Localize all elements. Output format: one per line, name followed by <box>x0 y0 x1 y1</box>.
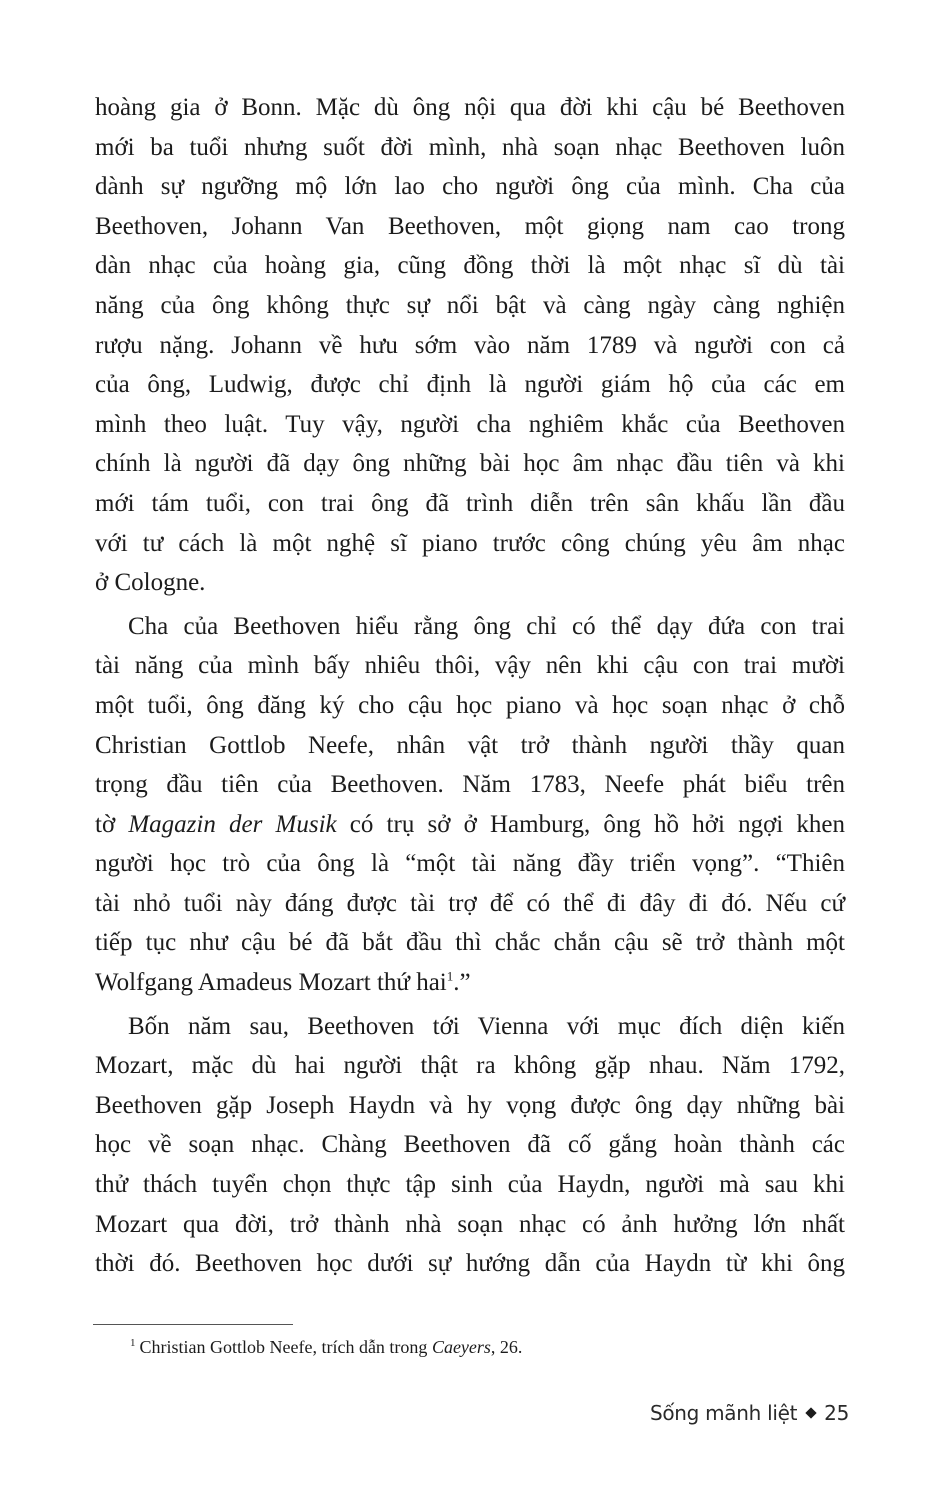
footnote <box>130 1334 522 1360</box>
text-line: Beethoven gặp Joseph Haydn và hy vọng được ông dạy những bài <box>95 1091 845 1119</box>
running-footer <box>650 1398 849 1428</box>
publication-title: Magazin der Musik <box>128 810 337 838</box>
diamond-icon <box>805 1407 816 1418</box>
text-line: của ông, Ludwig, được chỉ định là người giám hộ của các em <box>95 371 845 399</box>
text-line: tài năng của mình bấy nhiêu thôi, vậy nên khi cậu con trai mười <box>95 652 845 680</box>
text-line: hoàng gia ở Bonn. Mặc dù ông nội qua đời khi cậu bé Beethoven <box>95 94 845 121</box>
text-line: Mozart, mặc dù hai người thật ra không gặp nhau. Năm 1792, <box>95 1052 845 1080</box>
text-line: Cha của Beethoven hiểu rằng ông chỉ có thể dạy đứa con trai <box>128 612 845 640</box>
text-line: một tuổi, ông đăng ký cho cậu học piano và học soạn nhạc ở chỗ <box>95 691 845 719</box>
text-line: dàn nhạc của hoàng gia, cũng đồng thời là một nhạc sĩ dù tài <box>95 252 845 280</box>
text-line <box>95 963 845 1003</box>
text-line: Bốn năm sau, Beethoven tới Vienna với mục đích diện kiến <box>128 1012 845 1040</box>
footnote-divider <box>93 1324 293 1325</box>
text-line: năng của ông không thực sự nổi bật và càng ngày càng nghiện <box>95 291 845 319</box>
text-segment: có trụ sở ở Hamburg, ông hồ hởi ngợi khen <box>336 810 846 838</box>
paragraph-2 <box>95 607 845 1003</box>
footnote-text: Christian Gottlob Neefe, trích dẫn trong <box>139 1337 432 1357</box>
text-line: tài nhỏ tuổi này đáng được tài trợ để có thể đi đây đi đó. Nếu cứ <box>95 889 845 917</box>
text-line: Mozart qua đời, trở thành nhà soạn nhạc có ảnh hưởng lớn nhất <box>95 1210 845 1238</box>
text-line: với tư cách là một nghệ sĩ piano trước công chúng yêu âm nhạc <box>95 529 845 557</box>
paragraph-1 <box>95 88 845 603</box>
footnote-source-title: Caeyers <box>431 1337 491 1357</box>
text-line: mình theo luật. Tuy vậy, người cha nghiêm khắc của Beethoven <box>95 410 845 438</box>
text-line: trọng đầu tiên của Beethoven. Năm 1783, Neefe phát biểu trên <box>95 771 845 799</box>
footnote-text: , 26. <box>490 1337 523 1357</box>
body-text <box>95 88 845 1284</box>
text-line: mới tám tuổi, con trai ông đã trình diễn trên sân khấu lần đầu <box>95 489 845 517</box>
text-line: ở Cologne. <box>95 569 206 597</box>
text-line: dành sự ngưỡng mộ lớn lao cho người ông của mình. Cha của <box>95 173 845 201</box>
footnote-number: 1 <box>130 1337 136 1349</box>
text-line: thử thách tuyển chọn thực tập sinh của Haydn, người mà sau khi <box>95 1171 845 1199</box>
page-number: 25 <box>824 1401 849 1425</box>
text-line: thời đó. Beethoven học dưới sự hướng dẫn của Haydn từ khi ông <box>95 1250 845 1278</box>
text-line: học về soạn nhạc. Chàng Beethoven đã cố gắng hoàn thành các <box>95 1131 845 1159</box>
footnote-reference[interactable]: 1 <box>446 968 454 984</box>
text-line: Beethoven, Johann Van Beethoven, một giọng nam cao trong <box>95 212 845 240</box>
text-segment: .” <box>453 969 471 997</box>
paragraph-3 <box>95 1007 845 1284</box>
text-line: người học trò của ông là “một tài năng đầy triển vọng”. “Thiên <box>95 850 845 878</box>
text-segment: Wolfgang Amadeus Mozart thứ hai <box>95 969 447 997</box>
text-line: chính là người đã dạy ông những bài học âm nhạc đầu tiên và khi <box>95 450 845 478</box>
text-line-magazin <box>95 805 845 845</box>
running-title: Sống mãnh liệt <box>649 1401 798 1425</box>
text-line: tiếp tục như cậu bé đã bắt đầu thì chắc chắn cậu sẽ trở thành một <box>95 929 845 957</box>
text-line: rượu nặng. Johann về hưu sớm vào năm 1789 và người con cả <box>95 331 845 359</box>
text-segment: tờ <box>95 810 129 838</box>
text-line: mới ba tuổi nhưng suốt đời mình, nhà soạn nhạc Beethoven luôn <box>95 133 845 161</box>
text-line: Christian Gottlob Neefe, nhân vật trở thành người thầy quan <box>95 731 845 759</box>
